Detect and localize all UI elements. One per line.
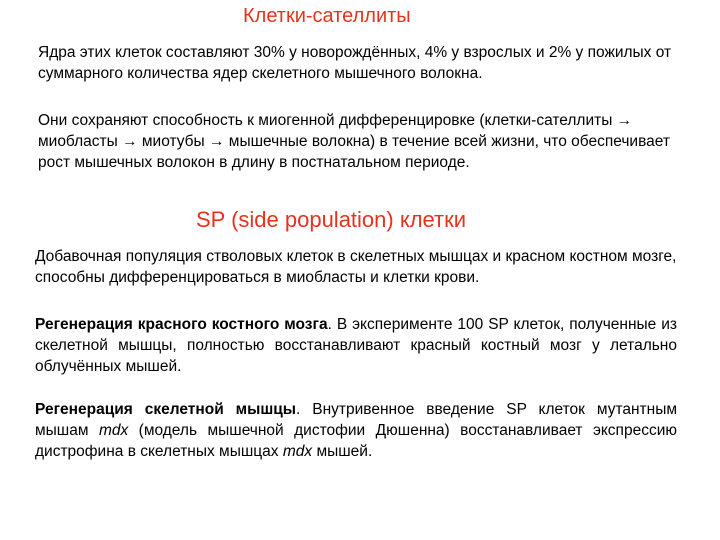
paragraph-sp-definition: Добавочная популяция стволовых клеток в скелетных мышцах и красном костном мозге, способны дифференцироваться в миобласты и клетки крови. (35, 248, 677, 286)
heading-satellite-cells: Клетки-сателлиты (243, 5, 411, 27)
muscle-regeneration-label: Регенерация скелетной мышцы (35, 401, 297, 418)
paragraph-nuclei-percent: Ядра этих клеток составляют 30% у новорождённых, 4% у взрослых и 2% у пожилых от суммарного количества ядер скелетного мышечного волокна. (38, 44, 672, 82)
mdx-term: mdx (98, 422, 129, 439)
paragraph-muscle-regeneration (35, 399, 677, 462)
mdx-term: mdx (282, 443, 313, 460)
paragraph-bone-marrow-regeneration (35, 314, 677, 377)
paragraph-myogenic-differentiation: Они сохраняют способность к миогенной дифференцировке (клетки-сателлиты → миобласты → миотубы → мышечные волокна) в течение всей жизни, что обеспечивает рост мышечных волокон в длину в постнатальном периоде. (38, 112, 670, 171)
heading-sp-cells: SP (side population) клетки (196, 207, 467, 232)
muscle-regeneration-text-c: мышей. (312, 443, 373, 460)
bone-marrow-regeneration-label: Регенерация красного костного мозга (35, 316, 328, 333)
muscle-regeneration-text-b: (модель мышечной дистофии Дюшенна) восстанавливает экспрессию дистрофина в скелетных мышцах (35, 422, 677, 460)
bone-marrow-regeneration-text: . В эксперименте 100 SP клеток, полученные из скелетной мышцы, полностью восстанавливают красный костный мозг у летально облучённых мышей. (35, 316, 678, 375)
muscle-regeneration-text-a: . Внутривенное введение SP клеток мутантным мышам (35, 401, 678, 439)
